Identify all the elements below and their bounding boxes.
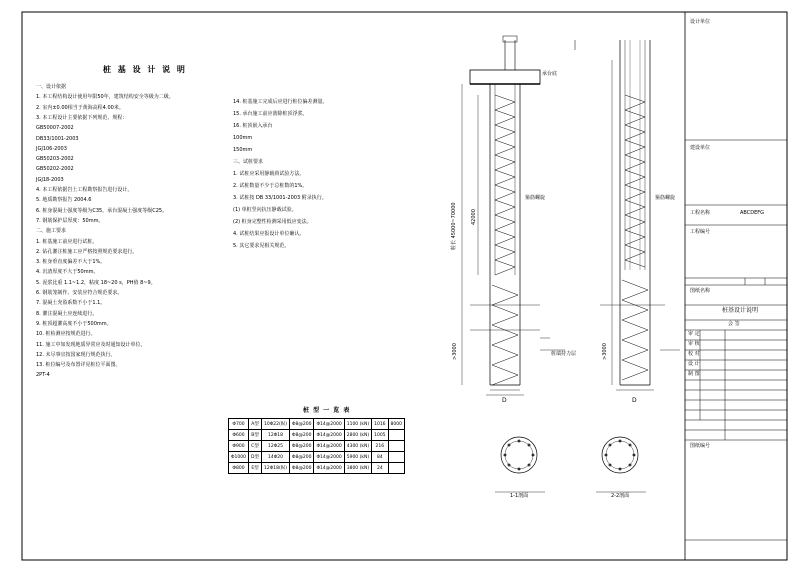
- table-cell-dia: Φ800: [229, 463, 249, 474]
- note-line: (2) 桩身完整性检测采用低应变法。: [233, 219, 312, 225]
- note-line: 9. 桩顶超灌高度不小于500mm。: [36, 320, 112, 327]
- note-line: 14. 桩基施工完成后应进行桩位偏差测量。: [233, 99, 328, 105]
- table-cell-cap: 2800 (kN): [344, 430, 371, 441]
- table-cell-note: [388, 441, 404, 452]
- table-cell-type: C型: [249, 441, 262, 452]
- note-line: (1) 单桩竖向抗压静载试验。: [233, 207, 297, 213]
- table-row: [229, 452, 405, 463]
- note-line: DB33/1001-2003: [36, 135, 79, 142]
- pile-table-title: 桩 型 一 览 表: [303, 407, 351, 414]
- tb-draw: 制 图: [688, 371, 700, 377]
- note-line: GB50007-2002: [36, 125, 74, 132]
- section-1-label: 1-1剖面: [510, 493, 529, 499]
- table-cell-cap: 3800 (kN): [344, 463, 371, 474]
- tb-design-unit: 设计单位: [690, 19, 711, 25]
- table-cell-count: 216: [372, 441, 388, 452]
- title-block-lines: [685, 140, 787, 540]
- table-cell-dia: Φ700: [229, 419, 249, 430]
- tb-drawing-name: 桩基设计说明: [722, 307, 759, 314]
- note-line: 1. 本工程结构设计使用年限50年，建筑结构安全等级为二级。: [36, 94, 174, 101]
- table-cell-cap: 4300 (kN): [344, 441, 371, 452]
- note-line: JGJ106-2003: [36, 145, 67, 152]
- note-line: 6. 钢筋笼制作、安装应符合规范要求。: [36, 290, 123, 296]
- table-cell-dia: Φ600: [229, 430, 249, 441]
- note-line: 2. 钻孔灌注桩施工应严格按照规范要求进行。: [36, 248, 138, 255]
- table-cell-count: 1016: [372, 419, 388, 430]
- note-line: 4. 沉渣厚度不大于50mm。: [36, 269, 99, 276]
- note-line: 3. 试桩按 DB 33/1001-2003 附录执行。: [233, 195, 327, 201]
- note-line: 1. 试桩应采用静载荷试验方法。: [233, 171, 305, 177]
- note-line: 10. 桩检测应按规范进行。: [36, 331, 96, 338]
- table-cell-space: Φ14@2000: [314, 452, 344, 463]
- pile-elevation-left: [462, 36, 565, 395]
- tb-review: 审 核: [688, 341, 700, 347]
- table-cell-stir: Φ8@200: [289, 430, 314, 441]
- note-line: 3. 桩身垂直度偏差不大于1%。: [36, 259, 106, 266]
- table-cell-dia: Φ1000: [229, 452, 249, 463]
- cage-label-right: 箍筋螺旋: [655, 195, 676, 201]
- title-block-frame: [685, 12, 787, 560]
- table-cell-space: Φ14@2000: [314, 463, 344, 474]
- table-cell-rebar: 12Φ25: [261, 441, 289, 452]
- note-line: 13. 桩位编号及布置详见桩位平面图。: [36, 362, 121, 369]
- pile-d-label-right: D: [632, 397, 637, 404]
- table-cell-stir: Φ8@200: [289, 419, 314, 430]
- note-line: 5. 其它要求见相关规范。: [233, 243, 290, 249]
- table-row: [229, 441, 405, 452]
- tb-drawing-no: 图纸编号: [690, 443, 711, 449]
- note-line: 三、试桩要求: [233, 159, 264, 165]
- note-line: 8. 灌注混凝土应连续进行。: [36, 310, 98, 317]
- tb-project-code: ABCDEFG: [740, 210, 765, 216]
- table-cell-rebar: 10Φ22(纵): [261, 419, 289, 430]
- table-row: [229, 419, 405, 430]
- table-row: [229, 430, 405, 441]
- table-cell-rebar: 14Φ20: [261, 452, 289, 463]
- pile-tip-note: 桩端持力层: [551, 351, 577, 357]
- table-cell-space: Φ14@2000: [314, 419, 344, 430]
- note-line: 16. 桩顶嵌入承台: [233, 123, 273, 129]
- table-cell-cap: 1100 (kN): [344, 419, 371, 430]
- note-line: 2. 室内±0.00相当于黄海高程4.00米。: [36, 104, 124, 111]
- table-cell-type: E型: [249, 463, 262, 474]
- table-cell-stir: Φ8@200: [289, 463, 314, 474]
- note-line: 3. 本工程设计主要依据下列规范、规程：: [36, 114, 128, 121]
- note-line: 150mm: [233, 147, 253, 153]
- cap-bottom-note: 承台底: [542, 71, 558, 77]
- pile-table: [228, 418, 405, 474]
- note-line: 5. 地质勘察报告 2004.6: [36, 197, 92, 204]
- note-line: 5. 泥浆比重 1.1~1.2，粘度 18~20 s，PH值 8~9。: [36, 279, 156, 286]
- table-cell-note: 8000: [388, 419, 404, 430]
- table-cell-type: A型: [249, 419, 262, 430]
- table-cell-rebar: 12Φ18: [261, 430, 289, 441]
- table-row: [229, 463, 405, 474]
- tb-approve: 审 定: [688, 331, 700, 337]
- note-line: 4. 试桩结果应报设计单位确认。: [233, 231, 305, 237]
- table-cell-cap: 5900 (kN): [344, 452, 371, 463]
- table-cell-note: [388, 463, 404, 474]
- note-line: 2. 试桩数量不少于总桩数的1%。: [233, 183, 308, 189]
- note-line: 6. 桩身混凝土强度等级为C35，承台混凝土强度等级C25。: [36, 207, 168, 214]
- tb-drawing-name-label: 图纸名称: [690, 288, 711, 294]
- cage-label-left: 箍筋螺旋: [525, 195, 546, 201]
- pile-d-label-left: D: [502, 397, 507, 404]
- table-cell-note: [388, 430, 404, 441]
- note-line: 15. 承台施工前应凿除桩顶浮浆。: [233, 111, 308, 117]
- pile-section-1: [495, 437, 545, 492]
- note-line: JGJ18-2003: [36, 176, 64, 183]
- notes-title: 桩 基 设 计 说 明: [103, 65, 187, 74]
- note-line: 7. 混凝土充盈系数不小于1.1。: [36, 300, 106, 307]
- section-2-label: 2-2剖面: [611, 493, 630, 499]
- table-cell-space: Φ14@2000: [314, 441, 344, 452]
- dim-total-label: 桩长 45000~70000: [451, 202, 457, 250]
- note-line: 2PT-4: [36, 372, 50, 379]
- table-cell-dia: Φ900: [229, 441, 249, 452]
- note-line: 11. 施工中如发现地质异常应及时通知设计单位。: [36, 341, 146, 348]
- table-cell-space: Φ14@2000: [314, 430, 344, 441]
- table-cell-rebar: 12Φ18(纵): [261, 463, 289, 474]
- dim-cage-label: 42000: [471, 209, 477, 225]
- pile-elevation-right: [575, 40, 680, 390]
- note-line: GB50203-2002: [36, 156, 74, 163]
- pile-section-2: [596, 437, 646, 492]
- tb-project-no: 工程编号: [690, 229, 711, 235]
- tb-project-name: 工程名称: [690, 210, 711, 216]
- note-line: 7. 钢筋保护层厚度：50mm。: [36, 217, 104, 224]
- tb-check: 校 对: [688, 351, 700, 357]
- table-cell-stir: Φ8@200: [289, 441, 314, 452]
- table-cell-count: 24: [372, 463, 388, 474]
- tb-design: 设 计: [688, 361, 700, 367]
- note-line: 1. 桩基施工前应进行试桩。: [36, 238, 98, 245]
- table-cell-count: 1005: [372, 430, 388, 441]
- note-line: 12. 未尽事宜按国家现行规范执行。: [36, 351, 116, 358]
- note-line: 一、设计依据: [36, 84, 67, 90]
- dim-bottom-label-2: >3000: [602, 343, 608, 360]
- dim-bottom-label: >3000: [452, 343, 458, 360]
- note-line: 100mm: [233, 135, 253, 141]
- table-cell-stir: Φ8@200: [289, 452, 314, 463]
- table-cell-note: [388, 452, 404, 463]
- table-cell-type: D型: [249, 452, 262, 463]
- note-line: 4. 本工程依据岩土工程勘察报告进行设计。: [36, 187, 133, 193]
- note-line: GB50202-2002: [36, 166, 74, 173]
- table-cell-count: 84: [372, 452, 388, 463]
- tb-client: 建设单位: [690, 145, 711, 151]
- tb-countersign: 会 签: [728, 321, 740, 327]
- note-line: 二、施工要求: [36, 228, 67, 235]
- table-cell-type: B型: [249, 430, 262, 441]
